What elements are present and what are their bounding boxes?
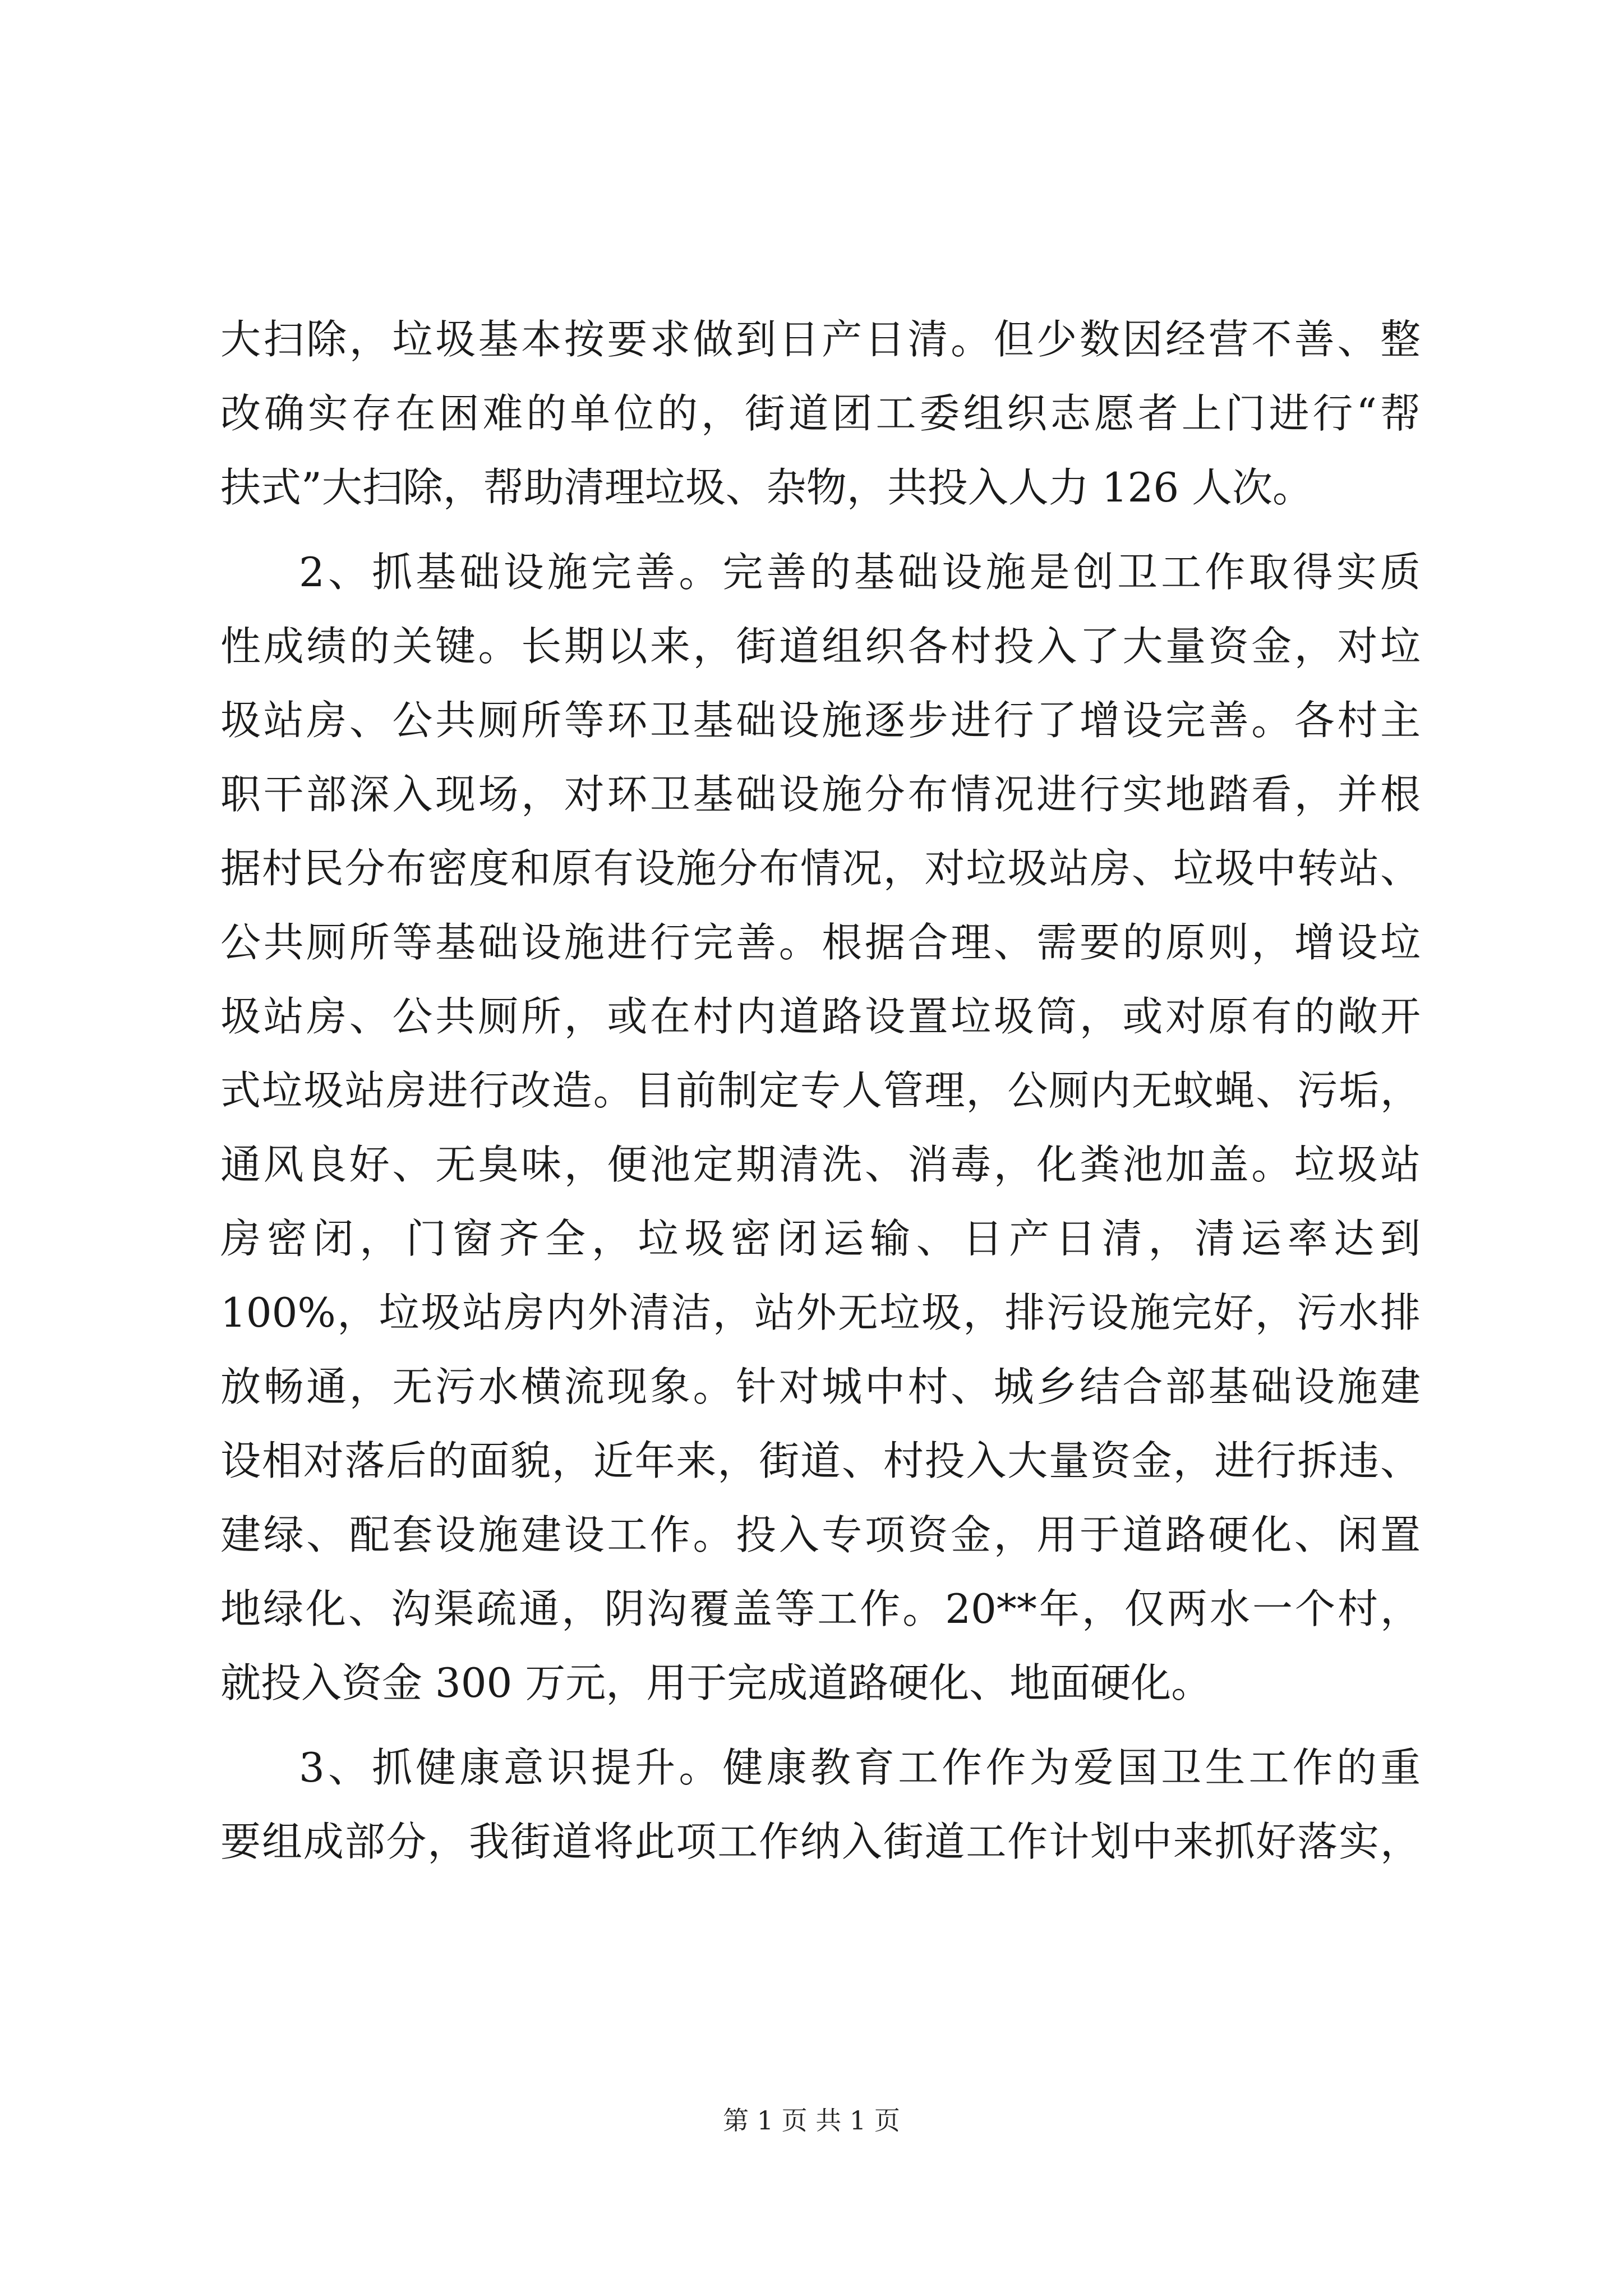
paragraph-first-line: 3、抓健康意识提升。健康教育工作作为爱国卫生工作的重 [299, 1744, 1421, 1791]
text-line: 公共厕所等基础设施进行完善。根据合理、需要的原则，增设垃 [220, 919, 1421, 966]
text-line: 就投入资金 300 万元，用于完成道路硬化、地面硬化。 [220, 1659, 1212, 1706]
text-line: 圾站房、公共厕所，或在村内道路设置垃圾筒，或对原有的敞开 [220, 993, 1421, 1040]
text-line: 要组成部分，我街道将此项工作纳入街道工作计划中来抓好落实， [220, 1818, 1421, 1865]
text-line: 通风良好、无臭味，便池定期清洗、消毒，化粪池加盖。垃圾站 [220, 1141, 1421, 1188]
text-line: 放畅通，无污水横流现象。针对城中村、城乡结合部基础设施建 [220, 1363, 1421, 1410]
text-line: 房密闭，门窗齐全，垃圾密闭运输、日产日清，清运率达到 [220, 1215, 1421, 1262]
text-line: 职干部深入现场，对环卫基础设施分布情况进行实地踏看，并根 [220, 771, 1421, 818]
text-line: 设相对落后的面貌，近年来，街道、村投入大量资金，进行拆违、 [220, 1437, 1421, 1484]
text-line: 圾站房、公共厕所等环卫基础设施逐步进行了增设完善。各村主 [220, 697, 1421, 744]
text-line: 地绿化、沟渠疏通，阴沟覆盖等工作。20**年，仅两水一个村， [220, 1585, 1421, 1632]
text-line: 建绿、配套设施建设工作。投入专项资金，用于道路硬化、闲置 [220, 1511, 1421, 1558]
text-line: 据村民分布密度和原有设施分布情况，对垃圾站房、垃圾中转站、 [220, 845, 1421, 892]
paragraph-first-line: 2、抓基础设施完善。完善的基础设施是创卫工作取得实质 [299, 549, 1421, 596]
text-line: 式垃圾站房进行改造。目前制定专人管理，公厕内无蚊蝇、污垢， [220, 1067, 1421, 1114]
text-line: 扶式”大扫除，帮助清理垃圾、杂物，共投入人力 126 人次。 [220, 464, 1313, 511]
text-line: 性成绩的关键。长期以来，街道组织各村投入了大量资金，对垃 [220, 623, 1421, 670]
text-line: 大扫除，垃圾基本按要求做到日产日清。但少数因经营不善、整 [220, 316, 1421, 363]
page-footer: 第 1 页 共 1 页 [723, 2105, 900, 2136]
text-line: 100%，垃圾站房内外清洁，站外无垃圾，排污设施完好，污水排 [220, 1289, 1421, 1336]
text-line: 改确实存在困难的单位的，街道团工委组织志愿者上门进行“帮 [220, 390, 1421, 437]
